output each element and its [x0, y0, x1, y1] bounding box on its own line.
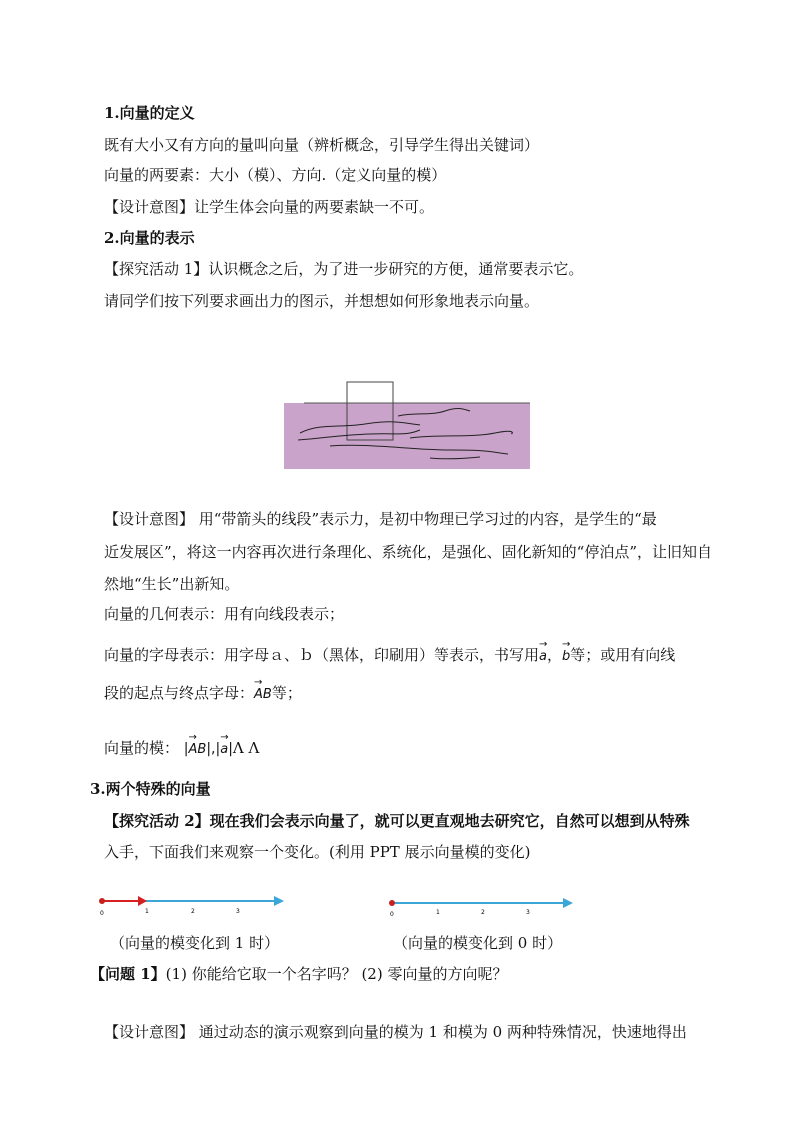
modulus-label: 向量的模：: [104, 739, 180, 757]
caption-right: （向量的模变化到 0 时）: [393, 934, 563, 952]
vector-a-symbol: → a: [539, 647, 547, 667]
unit-vector-arrowhead: [138, 896, 147, 906]
geometric-representation: 向量的几何表示：用有向线段表示；: [104, 605, 345, 623]
activity-1: 【探究活动 1】认识概念之后，为了进一步研究的方便，通常要表示它。: [104, 260, 584, 278]
design-intent-2a: 【设计意图】 用“带箭头的线段”表示力，是初中物理已学习过的内容，是学生的“最: [104, 510, 657, 528]
letter-representation-1: [104, 645, 675, 667]
design-intent-2c: 然地“生长”出新知。: [104, 575, 240, 593]
letter-text-c: 段的起点与终点字母：: [104, 684, 255, 702]
question-tag: 【问题 1】: [90, 965, 166, 983]
question-text: (1) 你能给它取一个名字吗？ (2) 零向量的方向呢？: [165, 965, 508, 983]
instruction-line: 请同学们按下列要求画出力的图示，并想想如何形象地表示向量。: [104, 292, 540, 310]
tick-label-0: 0: [100, 910, 104, 917]
modulus-tail: Λ Λ: [232, 739, 260, 757]
letter-representation-2: [104, 683, 302, 705]
letter-text-d: 等；: [271, 684, 302, 702]
elements-line: 向量的两要素：大小（模）、方向.（定义向量的模）: [104, 166, 447, 184]
modulus-ab: → AB: [189, 740, 207, 760]
section-2-heading: 2.向量的表示: [104, 229, 195, 247]
definition-line: 既有大小又有方向的量叫向量（辨析概念，引导学生得出关键词）: [104, 136, 540, 154]
letter-text-a: 向量的字母表示：用字母ａ、ｂ（黑体，印刷用）等表示，书写用: [104, 646, 540, 664]
water-region: [284, 403, 530, 469]
tick-label-3: 3: [526, 909, 530, 916]
number-line-right: [380, 890, 580, 920]
separator: ，: [546, 646, 562, 664]
design-intent-3: 【设计意图】 通过动态的演示观察到向量的模为 1 和模为 0 两种特殊情况，快速地得出: [104, 1023, 687, 1041]
force-diagram: [280, 378, 536, 473]
tick-label-2: 2: [481, 909, 485, 916]
letter-text-b: 等；或用有向线: [570, 646, 676, 664]
tick-label-0: 0: [390, 911, 394, 918]
modulus-expression: |→ AB|,|→ a|: [184, 741, 233, 757]
activity-2a: [104, 811, 690, 831]
modulus-a: → a: [220, 740, 228, 760]
origin-point: [389, 900, 395, 906]
tick-label-1: 1: [145, 908, 149, 915]
question-1: [90, 964, 507, 984]
origin-point: [99, 898, 105, 904]
section-3-heading: 3.两个特殊的向量: [90, 780, 211, 798]
tick-label-1: 1: [436, 909, 440, 916]
tick-label-3: 3: [236, 908, 240, 915]
section-1-heading: 1.向量的定义: [104, 104, 195, 122]
axis-arrowhead: [563, 898, 573, 908]
vector-b-symbol: → b: [562, 647, 570, 667]
activity-2b: 入手，下面我们来观察一个变化。(利用 PPT 展示向量模的变化): [104, 843, 531, 861]
modulus-line: [104, 738, 259, 760]
number-line-left: [90, 890, 290, 920]
tick-label-2: 2: [191, 908, 195, 915]
axis-arrowhead: [274, 896, 284, 906]
design-intent-1: 【设计意图】让学生体会向量的两要素缺一不可。: [104, 198, 435, 216]
activity-2a-text: 【探究活动 2】现在我们会表示向量了，就可以更直观地去研究它，自然可以想到从特殊: [104, 812, 690, 830]
caption-left: （向量的模变化到 1 时）: [110, 934, 280, 952]
vector-ab-symbol: → AB: [254, 685, 272, 705]
design-intent-2b: 近发展区”，将这一内容再次进行条理化、系统化，是强化、固化新知的“停泊点”，让旧知自: [104, 543, 713, 561]
